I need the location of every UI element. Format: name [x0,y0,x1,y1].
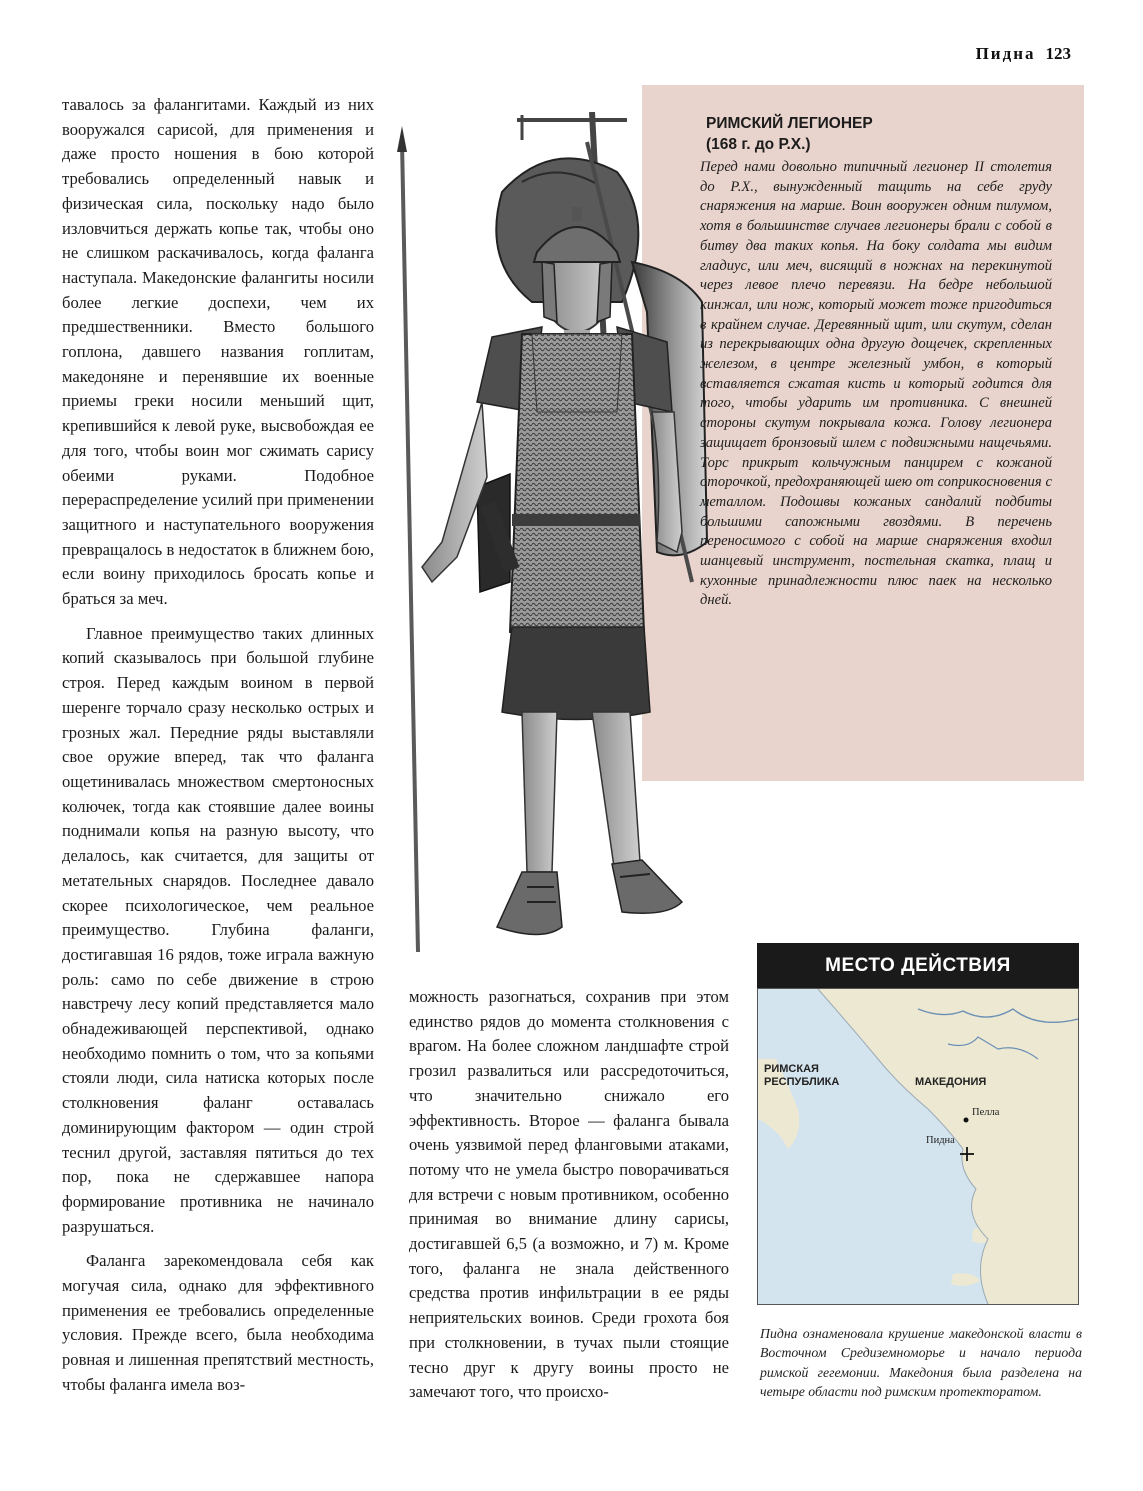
paragraph: тавалось за фалангитами. Каждый из них вооружался сарисой, для применения и даже просто ношения в бою которой требовались определенный навык и физическая сила, поскольку надо было изловчиться держать копье так, чтобы оно не слишком раскачивалось, когда фаланга наступала. Македонские фалангиты носили более легкие доспехи, чем их предшественники. Вместо большого гоплона, давшего названия гоплитам, македоняне и перенявшие их военные приемы греки носили меньший щит, крепившийся к левой руке, высвобождая ее для того, чтобы воин мог сжимать сарису обеими руками. Подобное перераспределение усилий при применении защитного и наступательного вооружения превращалось в недостаток в ближнем бою, если воину приходилось бросать копье и браться за меч. [62,95,374,609]
location-map [757,988,1079,1305]
map-label-rome-line2: РЕСПУБЛИКА [764,1076,840,1088]
paragraph: можность разогнаться, сохранив при этом единство рядов до момента столкновения с врагом. На более сложном ландшафте строй грозил развалиться или рассредоточиться, что значительно снижало его эффективность. Второе — фаланга бывала очень уязвимой перед фланговыми атаками, потому что не умела быстро поворачиваться для встречи с новым противником, особенно принимая во внимание длину сарисы, достигавшей 6,5 (а возможно, и 7) м. Кроме того, фаланга не знала действенного средства против инфильтрации в ее ряды неприятельских воинов. Среди грохота боя при столкновении, в тучах пыли стоящие тесно друг к другу воины просто не замечают того, что происхо- [409,987,729,1402]
page-number: 123 [1045,44,1071,63]
map-caption: Пидна ознаменовала крушение македонской власти в Восточном Средиземноморье и начало периода римской гегемонии. Македония была разделена на четыре области под римским протекторатом. [760,1326,1082,1400]
map-header: МЕСТО ДЕЙСТВИЯ [757,943,1079,988]
map-graphic [758,989,1078,1304]
sidebar-title-line: РИМСКИЙ ЛЕГИОНЕР [706,115,873,132]
text-column-left [62,93,374,1398]
sidebar-title [706,113,1066,155]
text-column-middle [409,985,729,1405]
map-city-pydna: Пидна [926,1135,955,1146]
section-title: Пидна [975,44,1036,63]
sidebar-title-date: (168 г. до Р.Х.) [706,136,811,153]
paragraph: Фаланга зарекомендовала себя как могучая сила, однако для эффективного применения ее требовались определенные условия. Прежде всего, была необходима ровная и лишенная препятствий местность, чтобы фаланга имела воз- [62,1251,374,1394]
map-label-macedonia: МАКЕДОНИЯ [915,1076,987,1088]
roman-legionary-illustration [382,112,752,962]
sidebar-text: Перед нами довольно типичный легионер II столетия до Р.Х., вынужденный тащить на себе груду снаряжения на марше. Воин вооружен одним пилумом, хотя в большинстве случаев легионеры брали с собой в битву два таких копья. На боку солдата мы видим гладиус, или меч, висящий в ножнах на перекинутой через левое плечо перевязи. На бедре небольшой кинжал, или нож, который может тоже пригодиться в крайнем случае. Деревянный щит, или скутум, сделан из перекрывающих одна другую дощечек, скрепленных железом, в центре железный умбон, в который вставляется сжатая кисть и который годится для того, чтобы ударить им противника. С внешней стороны скутум покрывала кожа. Голову легионера защищает бронзовый шлем с подвижными нащечьями. Торс прикрыт кольчужным панцирем с кожаной оторочкой, предохраняющей шею от соприкосновения с металлом. Подошвы кожаных сандалий подбиты большими сапожными гвоздями. В перечень переносимого с собой на марше снаряжения входил шанцевый инструмент, постельная скатка, плащ и кухонные принадлежности плюс паек на несколько дней. [700,159,1052,609]
map-city-pella: Пелла [972,1107,1000,1118]
running-head [976,44,1071,64]
map-label-rome-line1: РИМСКАЯ [764,1063,819,1075]
map-label-rome [764,1063,839,1089]
paragraph: Главное преимущество таких длинных копий сказывалось при большой глубине строя. Перед каждым воином в первой шеренге торчало сразу несколько острых и грозных жал. Передние ряды выставляли свое оружие вперед, так что фаланга ощетинивалась множеством смертоносных колючек, тогда как стоявшие далее воины поднимали копья на разную высоту, что делалось, как считается, для защиты от метательных снарядов. Последнее давало скорее психологическое, чем реальное преимущество. Глубина фаланги, достигавшая 16 рядов, тоже играла важную роль: само по себе движение в строю навстречу лесу копий представляется мало обнадеживающей перспективой, однако необходимо помнить о том, что за копьями стояли люди, сила натиска которых после столкновения фаланг оставалась доминирующим фактором — один строй теснил другой, заставляя пятиться до тех пор, пока не сдержавшее напора формирование противника не начинало разрушаться. [62,623,374,1236]
